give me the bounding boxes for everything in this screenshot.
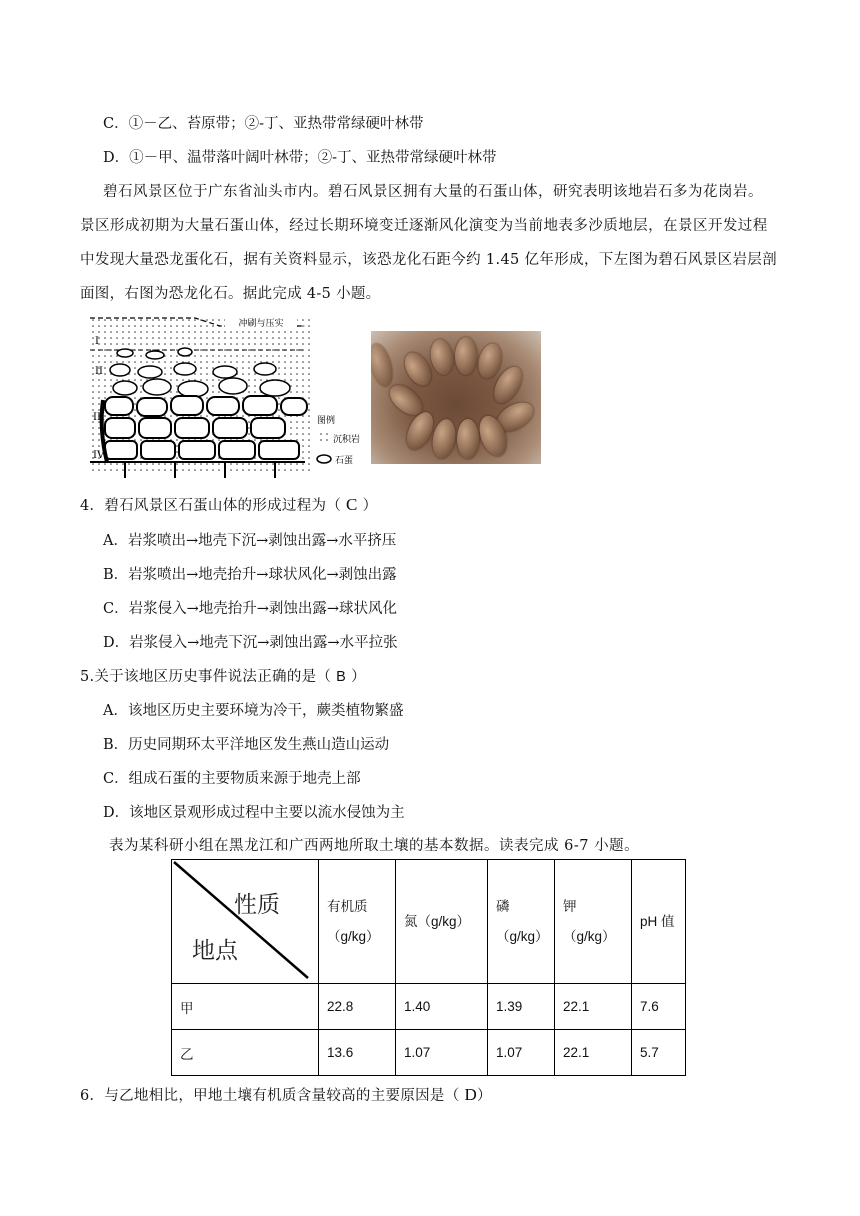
header-potassium-name: 钾 bbox=[563, 898, 577, 914]
q6-stem-text: 6．与乙地相比，甲地土壤有机质含量较高的主要原因是（ bbox=[80, 1088, 460, 1104]
layer-label-3: III bbox=[93, 412, 105, 423]
q5-option-b: B．历史同期环太平洋地区发生燕山造山运动 bbox=[103, 737, 390, 753]
layer-label-4: IV bbox=[93, 450, 105, 461]
q6-answer: D bbox=[464, 1085, 478, 1104]
table-header-row bbox=[172, 860, 686, 984]
q5-stem-text: 5.关于该地区历史事件说法正确的是（ bbox=[80, 669, 332, 685]
header-potassium-unit: （g/kg） bbox=[563, 928, 616, 944]
q4-option-d: D．岩浆侵入→地壳下沉→剥蚀出露→水平拉张 bbox=[103, 635, 398, 651]
header-phosphorus bbox=[488, 860, 555, 984]
row-jia-ph: 7.6 bbox=[632, 984, 686, 1030]
header-organic bbox=[319, 860, 396, 984]
header-nitrogen-name: 氮（g/kg） bbox=[404, 913, 471, 929]
q5-option-c: C．组成石蛋的主要物质来源于地壳上部 bbox=[103, 771, 361, 787]
header-organic-name: 有机质 bbox=[327, 898, 368, 914]
header-property-label: 性质 bbox=[234, 892, 280, 918]
q4-option-a: A．岩浆喷出→地壳下沉→剥蚀出露→水平挤压 bbox=[103, 533, 397, 549]
row-yi-phosphorus: 1.07 bbox=[488, 1030, 555, 1076]
passage1-line2: 景区形成初期为大量石蛋山体，经过长期环境变迁逐渐风化演变为当前地表多沙质地层，在景区开发过程 bbox=[80, 218, 768, 234]
row-jia-nitrogen: 1.40 bbox=[396, 984, 488, 1030]
soil-data-table bbox=[171, 859, 686, 1076]
table-intro: 表为某科研小组在黑龙江和广西两地所取土壤的基本数据。读表完成 6-7 小题。 bbox=[109, 838, 640, 854]
header-phosphorus-name: 磷 bbox=[496, 898, 510, 914]
header-ph bbox=[632, 860, 686, 984]
passage1-line4: 面图，右图为恐龙化石。据此完成 4-5 小题。 bbox=[80, 286, 381, 302]
q4-stem bbox=[80, 494, 377, 515]
q5-answer: B bbox=[336, 669, 347, 685]
diagonal-line bbox=[172, 860, 318, 984]
layer-label-1: I bbox=[95, 336, 99, 347]
row-jia-phosphorus: 1.39 bbox=[488, 984, 555, 1030]
row-yi-organic: 13.6 bbox=[319, 1030, 396, 1076]
q6-close: ） bbox=[477, 1088, 492, 1104]
q4-option-c: C．岩浆侵入→地壳抬升→剥蚀出露→球状风化 bbox=[103, 601, 398, 617]
q5-option-a: A．该地区历史主要环境为冷干，蕨类植物繁盛 bbox=[103, 703, 404, 719]
header-potassium bbox=[555, 860, 632, 984]
row-yi-potassium: 22.1 bbox=[555, 1030, 632, 1076]
q5-close: ） bbox=[351, 669, 366, 685]
dinosaur-egg-photo bbox=[371, 331, 541, 464]
table-row bbox=[172, 1030, 686, 1076]
header-organic-unit: （g/kg） bbox=[327, 928, 380, 944]
label-erosion: 冲刷与压实 bbox=[238, 319, 284, 329]
legend-egg: 石蛋 bbox=[335, 456, 354, 466]
legend-sediment: 沉积岩 bbox=[333, 435, 361, 445]
q3-option-c: C．①－乙、苔原带；②-丁、亚热带常绿硬叶林带 bbox=[103, 116, 424, 132]
q6-stem bbox=[80, 1084, 492, 1105]
rock-profile-svg bbox=[85, 312, 365, 478]
row-jia-organic: 22.8 bbox=[319, 984, 396, 1030]
rock-profile-figure bbox=[85, 312, 365, 478]
header-nitrogen bbox=[396, 860, 488, 984]
q4-answer: C bbox=[346, 495, 358, 514]
table-row bbox=[172, 984, 686, 1030]
header-phosphorus-unit: （g/kg） bbox=[496, 928, 549, 944]
passage1-line1: 碧石风景区位于广东省汕头市内。碧石风景区拥有大量的石蛋山体，研究表明该地岩石多为花岗岩。 bbox=[103, 184, 763, 200]
header-diagonal-cell bbox=[172, 860, 319, 984]
row-jia-location: 甲 bbox=[172, 984, 319, 1030]
q4-stem-text: 4．碧石风景区石蛋山体的形成过程为（ bbox=[80, 498, 342, 514]
q4-close: ） bbox=[362, 498, 378, 514]
q3-option-d: D．①－甲、温带落叶阔叶林带；②-丁、亚热带常绿硬叶林带 bbox=[103, 150, 497, 166]
passage1-line3: 中发现大量恐龙蛋化石，据有关资料显示，该恐龙化石距今约 1.45 亿年形成，下左图为碧石风景区岩层剖 bbox=[80, 252, 777, 268]
q4-option-b: B．岩浆喷出→地壳抬升→球状风化→剥蚀出露 bbox=[103, 567, 397, 583]
legend-title: 图例 bbox=[317, 416, 336, 426]
header-location-label: 地点 bbox=[192, 938, 238, 964]
q5-option-d: D．该地区景观形成过程中主要以流水侵蚀为主 bbox=[103, 805, 405, 821]
row-jia-potassium: 22.1 bbox=[555, 984, 632, 1030]
row-yi-nitrogen: 1.07 bbox=[396, 1030, 488, 1076]
row-yi-ph: 5.7 bbox=[632, 1030, 686, 1076]
header-ph-name: pH 值 bbox=[640, 913, 675, 929]
row-yi-location: 乙 bbox=[172, 1030, 319, 1076]
layer-label-2: II bbox=[95, 366, 103, 377]
q5-stem bbox=[80, 665, 366, 686]
